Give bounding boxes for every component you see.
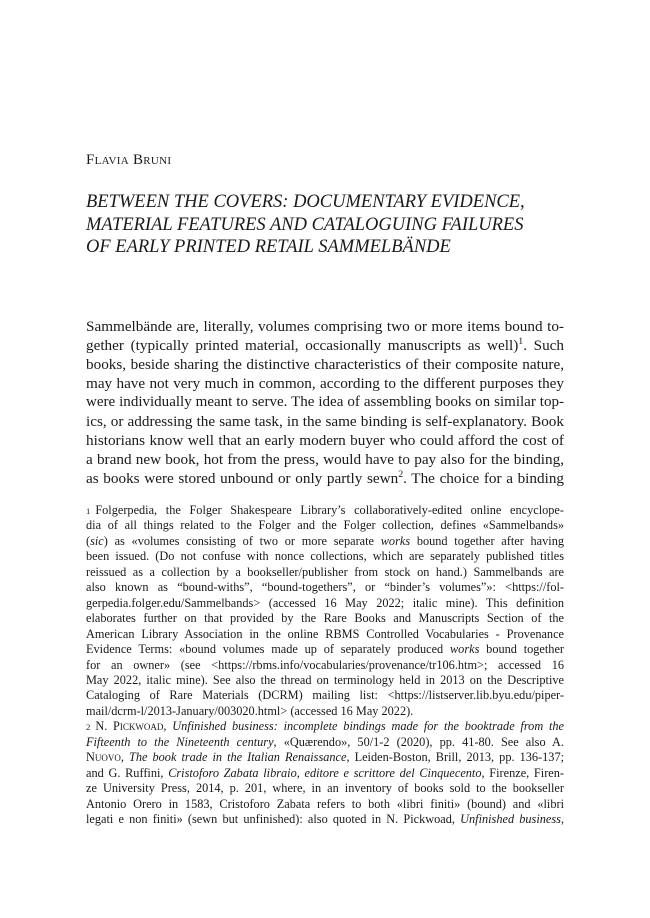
footnote-line <box>86 719 564 734</box>
footnote-text: legati e non finiti» (sewn but unfinished): also quoted in N. Pickwoad, <box>86 812 455 827</box>
footnote-italic: Unfinished business <box>460 812 561 827</box>
footnote-italic: The book trade in the Italian Renaissance <box>129 750 347 765</box>
footnote-text: reissued as a collection by a bookseller/publisher from stock on hand.) Sammelbands are <box>86 564 564 579</box>
footnote-number: 2 <box>86 722 91 733</box>
body-text-span: may have not very much in common, according to the different purposes they <box>86 375 564 392</box>
footnote-text: also known as “bound-withs”, “bound-togethers”, or “binder’s volumes”»: <https://fol- <box>86 580 564 595</box>
footnote-text: Antonio Orero in 1583, Cristoforo Zabata refers to both «libri finiti» (bound) and «libri <box>86 796 564 811</box>
footnote-line <box>86 642 564 657</box>
body-line <box>86 450 564 469</box>
footnote-text: and G. Ruffini, <box>86 765 164 780</box>
footnote-italic: Cristoforo Zabata libraio, editore e scrittore del Cinquecento <box>168 765 482 780</box>
footnote-text: ze University Press, 2014, p. 201, where, in an inventory of books sold to the bookseller <box>86 781 564 796</box>
footnote-text: May 2022, italic mine). See also the thread on terminology held in 2013 on the Descriptive <box>86 672 564 687</box>
article-title <box>86 191 576 259</box>
footnotes <box>86 503 564 828</box>
footnote-text: Evidence Terms: «bound volumes made up of separately produced <box>86 642 444 657</box>
footnote-ref[interactable]: 2 <box>398 468 404 480</box>
footnote-text: as «volumes consisting of two or more separate <box>114 533 374 548</box>
footnote-text: for an owner» (see <https://rbms.info/vocabularies/provenance/tr106.htm>; accessed 16 <box>86 657 564 672</box>
footnote-line <box>86 580 564 595</box>
body-line <box>86 412 564 431</box>
footnote-text: , «Quærendo», 50/1-2 (2020), pp. 41-80. See also A. <box>273 734 564 749</box>
footnote-text: dia of all things related to the Folger and the Folger collection, defines «Sammelbands» <box>86 518 564 533</box>
footnote-line <box>86 797 564 812</box>
body-line <box>86 355 564 374</box>
footnote-line <box>86 658 564 673</box>
footnote-text: mail/dcrm-l/2013-January/003020.html> (accessed 16 May 2022). <box>86 703 414 718</box>
body-text-span: . Such <box>523 337 565 354</box>
footnote-line <box>86 673 564 688</box>
footnote-text: bound together after having <box>416 533 564 548</box>
footnote-author: Nuovo, <box>86 750 124 765</box>
footnote-line <box>86 766 564 781</box>
footnote-text: bound together <box>486 642 564 657</box>
footnote-italic: sic <box>90 533 104 548</box>
footnote-text: , Leiden-Boston, Brill, 2013, pp. 136-137; <box>346 750 565 765</box>
footnote-line <box>86 549 564 564</box>
footnote-text: , <box>560 812 565 827</box>
footnote-text: gerpedia.folger.edu/Sammelbands> (accessed 16 May 2022; italic mine). This definition <box>86 595 564 610</box>
body-text-span: historians know well that an early modern buyer who could afford the cost of <box>86 432 564 449</box>
footnote-italic: Unfinished business: incomplete bindings made for the booktrade from the <box>172 719 565 734</box>
footnote-italic: Fifteenth to the Nineteenth century <box>86 734 274 749</box>
title-line: BETWEEN THE COVERS: DOCUMENTARY EVIDENCE, <box>86 192 525 212</box>
author-name: Flavia Bruni <box>86 152 172 168</box>
footnote-text: Cataloging of Rare Materials (DCRM) mailing list: <https://listserver.lib.byu.edu/piper- <box>86 688 564 703</box>
footnote-italic: works <box>449 642 480 657</box>
footnote-line <box>86 611 564 626</box>
body-text-span: a brand new book, hot from the press, would have to pay also for the binding, <box>86 451 564 468</box>
footnote-line <box>86 812 564 827</box>
footnote-text: Folgerpedia, the Folger Shakespeare Library’s collaboratively-edited online encyclope- <box>95 503 564 517</box>
body-text-span: ics, or addressing the same task, in the same binding is self-explanatory. Book <box>86 413 564 430</box>
body-line <box>86 431 564 450</box>
body-line <box>86 317 564 336</box>
footnote-line <box>86 735 564 750</box>
body-line <box>86 393 564 412</box>
footnote-line <box>86 781 564 796</box>
footnote-author: N. Pickwoad, <box>95 719 167 734</box>
body-text-span: books, beside sharing the distinctive characteristics of their composite nature, <box>86 356 564 373</box>
footnote-line <box>86 750 564 765</box>
footnote-ref[interactable]: 1 <box>518 335 524 347</box>
body-text-span: gether (typically printed material, occasionally manuscripts as well) <box>86 337 519 354</box>
footnote-line: (sic) as «volumes consisting of two or more separate works bound together after having <box>86 533 564 548</box>
title-line: MATERIAL FEATURES AND CATALOGUING FAILURES <box>86 214 524 235</box>
body-text-span: were individually meant to serve. The idea of assembling books on similar top- <box>86 394 564 410</box>
footnote-italic: works <box>380 533 411 548</box>
title-line: OF EARLY PRINTED RETAIL SAMMELBÄNDE <box>86 237 451 257</box>
body-line <box>86 469 564 488</box>
footnote-line <box>86 596 564 611</box>
body-text-span: Sammelbände are, literally, volumes comprising two or more items bound to- <box>86 318 564 335</box>
body-line <box>86 336 564 355</box>
footnote-line <box>86 627 564 642</box>
footnote-number: 1 <box>86 506 91 516</box>
body-text <box>86 317 564 488</box>
footnote-line <box>86 704 564 719</box>
body-text-span: . The choice for a binding <box>403 470 565 487</box>
footnote-text: elaborates further on that provided by the Rare Books and Manuscripts Section of the <box>86 611 564 626</box>
footnote-line <box>86 518 564 533</box>
body-line <box>86 374 564 393</box>
body-text-span: as books were stored unbound or only partly sewn <box>86 470 399 487</box>
footnote-line <box>86 565 564 580</box>
footnote-line <box>86 503 564 518</box>
footnote-text: , Firenze, Firen- <box>481 765 564 780</box>
footnote-text: American Library Association in the online RBMS Controlled Vocabularies - Provenance <box>86 626 564 641</box>
footnote-text: been issued. (Do not confuse with nonce collections, which are separately published titles <box>86 549 564 564</box>
footnote-line <box>86 688 564 703</box>
